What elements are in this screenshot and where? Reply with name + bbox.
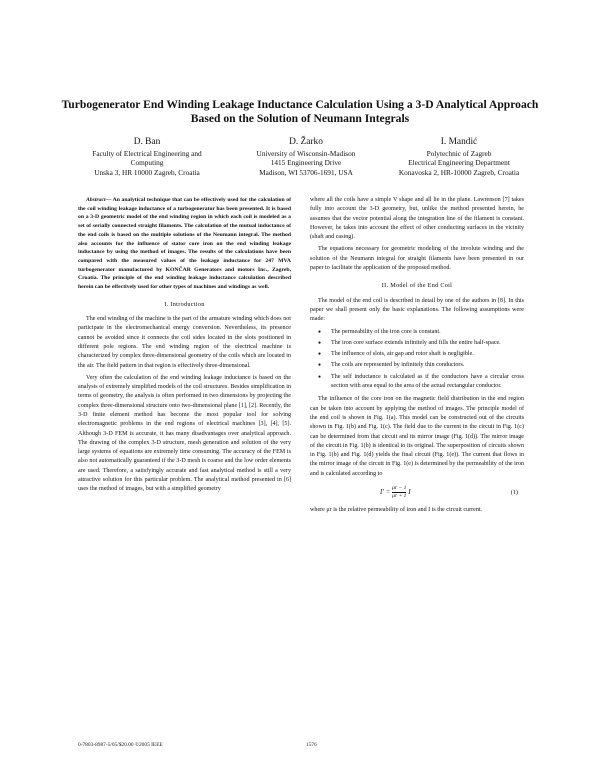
body-paragraph: The end winding of the machine is the part of the armature winding which does not participate in the electromechanical energy conversion. Nevertheless, its presence cannot be avoided since it connects the coil sides located in the slots positioned in different pole regions. The end winding region of the electrical machine is characterized by complex three-dimensional geometry of the coils which are located in the air. The field pattern in that region is effectively three-dimensional. bbox=[78, 316, 291, 369]
author-affiliation: Electrical Engineering Department bbox=[408, 158, 510, 168]
list-item: ● The self inductance is calculated as if the conductors have a circular cross section with area equal to the area of the actual rectangular conductor. bbox=[331, 373, 524, 392]
body-paragraph: The equations necessary for geometric modeling of the involute winding and the solution of the Neumann integral for straight filaments have been presented in our paper to facilitate the application of the proposed method. bbox=[310, 246, 524, 272]
author-name: I. Mandić bbox=[440, 137, 478, 147]
author-affiliation: 1415 Engineering Drive bbox=[270, 158, 342, 168]
assumption-list bbox=[310, 328, 524, 392]
abstract-label: Abstract bbox=[86, 197, 106, 203]
author-affiliation: Polytechnic of Zagreb bbox=[426, 149, 492, 158]
author-address: Madison, WI 53706-1691, USA bbox=[259, 167, 353, 177]
author-address: Unska 3, HR 10000 Zagreb, Croatia bbox=[94, 167, 200, 177]
equation-denominator: μr + 1 bbox=[392, 493, 407, 500]
body-paragraph: The model of the end coil is described in detail by one of the authors in [8]. In this paper we shall present only the basic explanations. The following assumptions were made: bbox=[310, 297, 524, 323]
body-paragraph: where μr is the relative permeability of iron and I is the circuit current. bbox=[310, 507, 483, 514]
body-paragraph: where all the coils have a simple V shape and all lie in the plane. Lawrenson [7] takes fully into account the 3-D geometry, but, unlike the method presented herein, he assumes that the vector potential along the integration line of the filament is constant. However, he takes into account the effect of other conducting surfaces in the vicinity (shaft and casing). bbox=[310, 197, 524, 241]
body-paragraph: The influence of the core iron on the magnetic field distribution in the end region can be taken into account by applying the method of images. The principle model of the end coil is shown in Fig. 1(a). This model can be constructed out of the circuits shown in Fig. 1(b) and Fig. 1(c). The field due to the current in the circuit in Fig. 1(c) can be determined from that circuit and its mirror image (Fig. 1(d)). The mirror image of the circuit in Fig. 1(b) is identical to its original. The superposition of circuits shown in Fig. 1(b) and Fig. 1(d) yields the final circuit (Fig. 1(e)). The current that flows in the mirror image of the circuit in Fig. 1(e) is determined by the permeability of the iron and is calculated according to bbox=[310, 396, 524, 477]
equation-numerator: μr − 1 bbox=[392, 485, 407, 492]
abstract bbox=[78, 196, 291, 292]
section-heading-introduction: I. Introduction bbox=[164, 300, 205, 308]
equation-1 bbox=[310, 485, 524, 500]
author-name: D. Ban bbox=[133, 137, 161, 147]
paper-title: Turbogenerator End Winding Leakage Inductance Calculation Using a 3-D Analytical Approach Based on the Solution of Neumann Integrals bbox=[61, 98, 539, 125]
author-affiliation: University of Wisconsin-Madison bbox=[256, 149, 356, 158]
left-column bbox=[78, 196, 291, 498]
equation-rhs: I bbox=[408, 488, 411, 497]
author-affiliation: Faculty of Electrical Engineering and bbox=[92, 149, 202, 158]
equation-formula bbox=[380, 485, 411, 500]
list-item: ● The influence of slots, air gap and rotor shaft is negligible. bbox=[331, 350, 524, 359]
abstract-text: — An analytical technique that can be effectively used for the calculation of the coil winding leakage inductance of a turbogenerator has been presented. It is based on a 3-D geometric model of the end winding region in which each coil is modeled as a set of serially connected straight filaments. The calculation of the mutual inductance of the end coils is based on the multiple solutions of the Neumann integral. The method also accounts for the influence of stator core iron on the end winding leakage inductance by using the method of images. The results of the calculations have been compared with the measured values of the leakage inductance for 247 MVA turbogenerator manufactured by KONČAR Generators and motors Inc., Zagreb, Croatia. The principle of the end winding leakage inductance calculation described herein can be effectively used for other types of machines and windings as well. bbox=[78, 197, 291, 291]
right-column bbox=[310, 196, 524, 518]
list-item: ● The permeability of the iron core is constant. bbox=[331, 328, 524, 337]
author-block-1 bbox=[72, 136, 222, 177]
author-block-2 bbox=[236, 136, 376, 177]
list-item: ● The iron core surface extends infinitely and fills the entire half-space. bbox=[331, 339, 524, 348]
author-affiliation: Computing bbox=[130, 158, 164, 168]
section-heading-model: II. Model of the End Coil bbox=[381, 282, 453, 290]
equation-lhs: I′ = bbox=[380, 488, 393, 497]
list-item: ● The coils are represented by infinitely thin conductors. bbox=[331, 361, 524, 370]
author-block-3 bbox=[384, 136, 534, 177]
equation-number: (1) bbox=[510, 488, 518, 496]
author-address: Konavoska 2, HR-10000 Zagreb, Croatia bbox=[398, 167, 520, 177]
author-name: D. Žarko bbox=[289, 137, 323, 147]
body-paragraph: Very often the calculation of the end winding leakage inductance is based on the analysis of extremely simplified models of the coil structures. Besides simplification in terms of geometry, the analysis is often performed in two dimensions by projecting the complex three-dimensional structure onto two-dimensional plane [1], [2]. Recently, the 3-D finite element method has become the most popular tool for solving electromagnetic problems in the end regions of electrical machines [3], [4], [5]. Although 3-D FEM is accurate, it has many disadvantages over analytical approach. The drawing of the complex 3-D structure, mesh generation and solution of the very large systems of equations are extremely time consuming. The accuracy of the FEM is also not automatically guaranteed if the 3-D mesh is coarse and the low order elements are used. Therefore, a satisfyingly accurate and fast analytical method is still a very attractive solution for this particular problem. The analytical method presented in [6] uses the method of images, but with a simplified geometry bbox=[78, 374, 291, 493]
copyright-notice: 0-7803-8987-5/05/$20.00 ©2005 IEEE bbox=[78, 742, 163, 748]
page-number: 1576 bbox=[306, 742, 317, 748]
